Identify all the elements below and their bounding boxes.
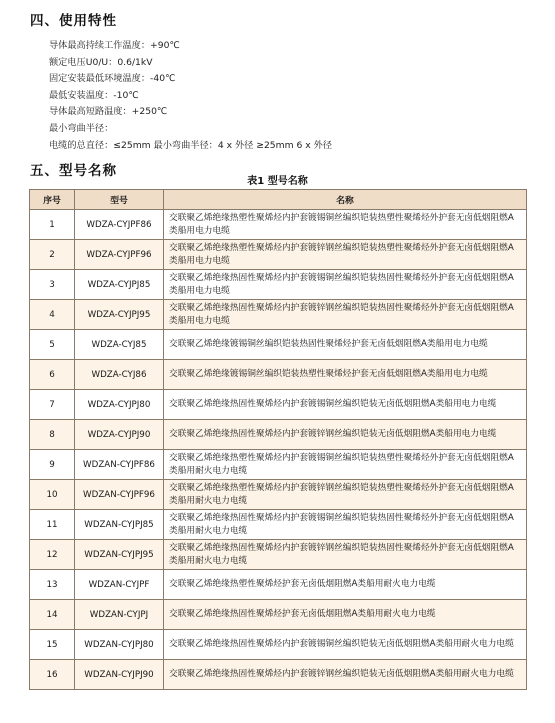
row-number: 6 [30,360,75,390]
table-row [30,540,527,570]
row-model: WDZA-CYJPJ85 [75,270,164,300]
row-name: 交联聚乙烯绝缘热固性聚烯烃内护套镀锡铜丝编织铠装热固性聚烯烃外护套无卤低烟阻燃A类船用电力电缆 [164,270,527,300]
row-model: WDZAN-CYJPJ [75,600,164,630]
prop-min-bend-radius: 最小弯曲半径： [49,122,114,134]
row-model: WDZAN-CYJPJ95 [75,540,164,570]
row-number: 8 [30,420,75,450]
section-title-models: 五、型号名称 [30,163,117,179]
prop-short-circuit-temp: 导体最高短路温度：+250℃ [49,106,168,118]
row-model: WDZA-CYJPJ90 [75,420,164,450]
row-model: WDZAN-CYJPJ85 [75,510,164,540]
table-row [30,600,527,630]
table-row [30,660,527,690]
table-row [30,390,527,420]
row-name: 交联聚乙烯绝缘热固性聚烯烃内护套镀锌钢丝编织铠装热固性聚烯烃外护套无卤低烟阻燃A类船用耐火电力电缆 [164,540,527,570]
row-model: WDZAN-CYJPJ90 [75,660,164,690]
row-number: 9 [30,450,75,480]
table-row [30,240,527,270]
row-model: WDZAN-CYJPF [75,570,164,600]
row-name: 交联聚乙烯绝缘热塑性聚烯烃内护套镀锌钢丝编织铠装热塑性聚烯烃外护套无卤低烟阻燃A类船用电力电缆 [164,240,527,270]
model-table [29,189,527,690]
usage-properties-list [49,38,332,154]
row-name: 交联聚乙烯绝缘热塑性聚烯烃内护套镀锡铜丝编织铠装热塑性聚烯烃外护套无卤低烟阻燃A类船用电力电缆 [164,210,527,240]
row-name: 交联聚乙烯绝缘热固性聚烯烃内护套镀锡铜丝编织铠装无卤低烟阻燃A类船用耐火电力电缆 [164,630,527,660]
prop-overall-diameter: 电缆的总直径：≤25mm 最小弯曲半径：4 x 外径 ≥25mm 6 x 外径 [49,139,332,151]
row-number: 2 [30,240,75,270]
table-row [30,270,527,300]
row-model: WDZAN-CYJPF86 [75,450,164,480]
row-name: 交联聚乙烯绝缘热塑性聚烯烃内护套镀锌钢丝编织铠装热塑性聚烯烃外护套无卤低烟阻燃A类船用耐火电力电缆 [164,480,527,510]
row-model: WDZA-CYJ85 [75,330,164,360]
table-row [30,480,527,510]
prop-max-conductor-temp: 导体最高持续工作温度：+90℃ [49,40,180,51]
prop-min-ambient-temp: 固定安装最低环境温度：-40℃ [49,73,176,85]
section-title-usage: 四、使用特性 [30,13,117,29]
table-row [30,360,527,390]
row-name: 交联聚乙烯绝缘热固性聚烯烃内护套镀锌钢丝编织铠装无卤低烟阻燃A类船用耐火电力电缆 [164,660,527,690]
row-number: 13 [30,570,75,600]
row-number: 5 [30,330,75,360]
row-name: 交联聚乙烯绝缘热塑性聚烯烃内护套镀锡铜丝编织铠装热塑性聚烯烃外护套无卤低烟阻燃A类船用耐火电力电缆 [164,450,527,480]
row-name: 交联聚乙烯绝缘热塑性聚烯烃护套无卤低烟阻燃A类船用耐火电力电缆 [164,570,527,600]
row-number: 4 [30,300,75,330]
header-no: 序号 [30,190,75,210]
table-header-row [30,190,527,210]
row-number: 10 [30,480,75,510]
row-name: 交联聚乙烯绝缘镀锡铜丝编织铠装热固性聚烯烃护套无卤低烟阻燃A类船用电力电缆 [164,330,527,360]
header-name: 名称 [164,190,527,210]
table-row [30,510,527,540]
prop-rated-voltage: 额定电压U0/U：0.6/1kV [49,56,153,68]
row-number: 3 [30,270,75,300]
table-row [30,420,527,450]
table-row [30,300,527,330]
row-model: WDZAN-CYJPJ80 [75,630,164,660]
row-number: 11 [30,510,75,540]
row-name: 交联聚乙烯绝缘热固性聚烯烃内护套镀锌钢丝编织铠装热固性聚烯烃外护套无卤低烟阻燃A类船用电力电缆 [164,300,527,330]
row-number: 1 [30,210,75,240]
header-model: 型号 [75,190,164,210]
prop-min-install-temp: 最低安装温度：-10℃ [49,89,139,101]
table-row [30,330,527,360]
row-number: 16 [30,660,75,690]
row-number: 14 [30,600,75,630]
table-row [30,210,527,240]
row-model: WDZAN-CYJPF96 [75,480,164,510]
row-number: 7 [30,390,75,420]
row-model: WDZA-CYJ86 [75,360,164,390]
row-model: WDZA-CYJPF96 [75,240,164,270]
table-row [30,570,527,600]
table-caption: 表1 型号名称 [247,176,308,187]
row-model: WDZA-CYJPF86 [75,210,164,240]
row-name: 交联聚乙烯绝缘热固性聚烯烃内护套镀锡铜丝编织铠装无卤低烟阻燃A类船用电力电缆 [164,390,527,420]
row-name: 交联聚乙烯绝缘热固性聚烯烃内护套镀锡铜丝编织铠装热固性聚烯烃外护套无卤低烟阻燃A类船用耐火电力电缆 [164,510,527,540]
row-number: 12 [30,540,75,570]
row-name: 交联聚乙烯绝缘镀锡铜丝编织铠装热塑性聚烯烃护套无卤低烟阻燃A类船用电力电缆 [164,360,527,390]
table-row [30,630,527,660]
row-name: 交联聚乙烯绝缘热固性聚烯烃内护套镀锌钢丝编织铠装无卤低烟阻燃A类船用电力电缆 [164,420,527,450]
table-row [30,450,527,480]
row-number: 15 [30,630,75,660]
row-model: WDZA-CYJPJ95 [75,300,164,330]
row-name: 交联聚乙烯绝缘热固性聚烯烃护套无卤低烟阻燃A类船用耐火电力电缆 [164,600,527,630]
row-model: WDZA-CYJPJ80 [75,390,164,420]
